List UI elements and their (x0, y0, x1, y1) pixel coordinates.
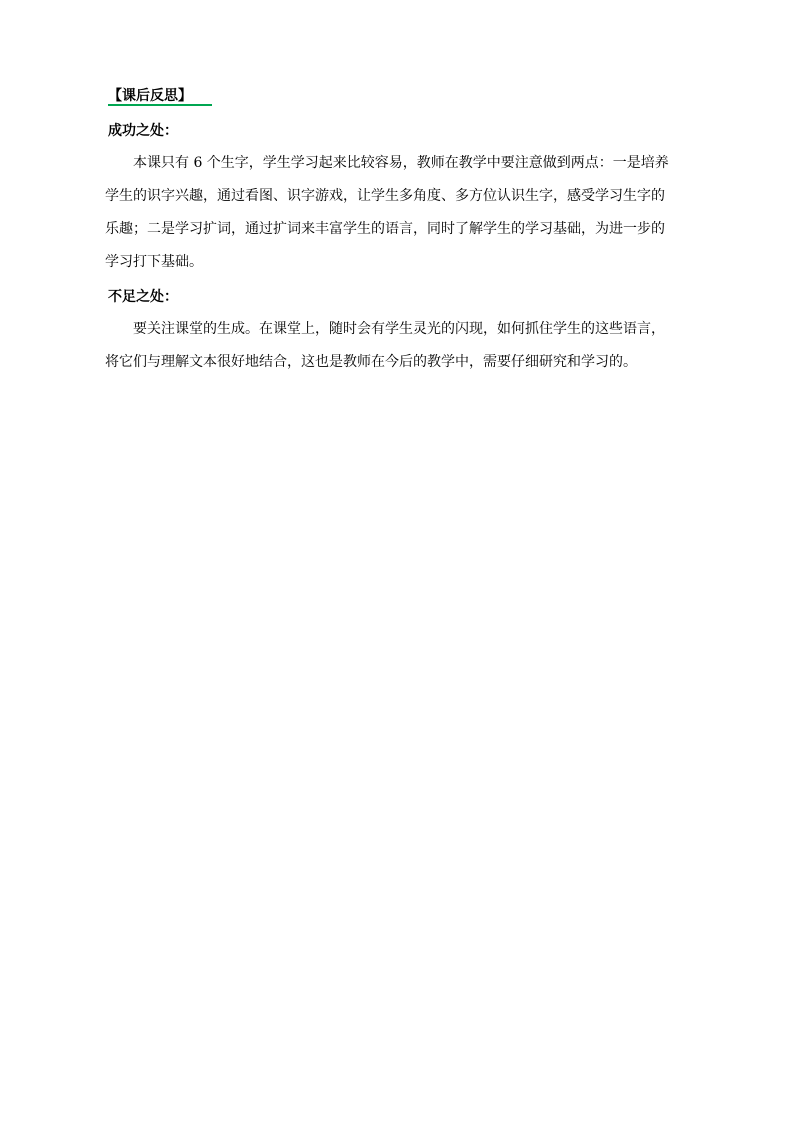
success-line: 本课只有 6 个生字，学生学习起来比较容易，教师在教学中要注意做到两点：一是培养 (133, 155, 669, 171)
success-line: 乐趣；二是学习扩词，通过扩词来丰富学生的语言，同时了解学生的学习基础，为进一步的 (105, 221, 665, 237)
shortcoming-heading: 不足之处： (108, 289, 178, 305)
shortcoming-paragraph (77, 313, 719, 379)
heading-underline (108, 104, 212, 106)
shortcoming-line: 将它们与理解文本很好地结合，这也是教师在今后的教学中，需要仔细研究和学习的。 (105, 354, 637, 370)
section-heading (108, 86, 212, 108)
shortcoming-line: 要关注课堂的生成。在课堂上，随时会有学生灵光的闪现，如何抓住学生的这些语言， (133, 321, 665, 337)
success-line: 学生的识字兴趣，通过看图、识字游戏，让学生多角度、多方位认识生字，感受学习生字的 (105, 188, 665, 204)
section-title: 【课后反思】 (108, 88, 192, 104)
success-line: 学习打下基础。 (105, 254, 203, 270)
success-heading: 成功之处： (108, 123, 178, 139)
success-paragraph (77, 147, 719, 279)
